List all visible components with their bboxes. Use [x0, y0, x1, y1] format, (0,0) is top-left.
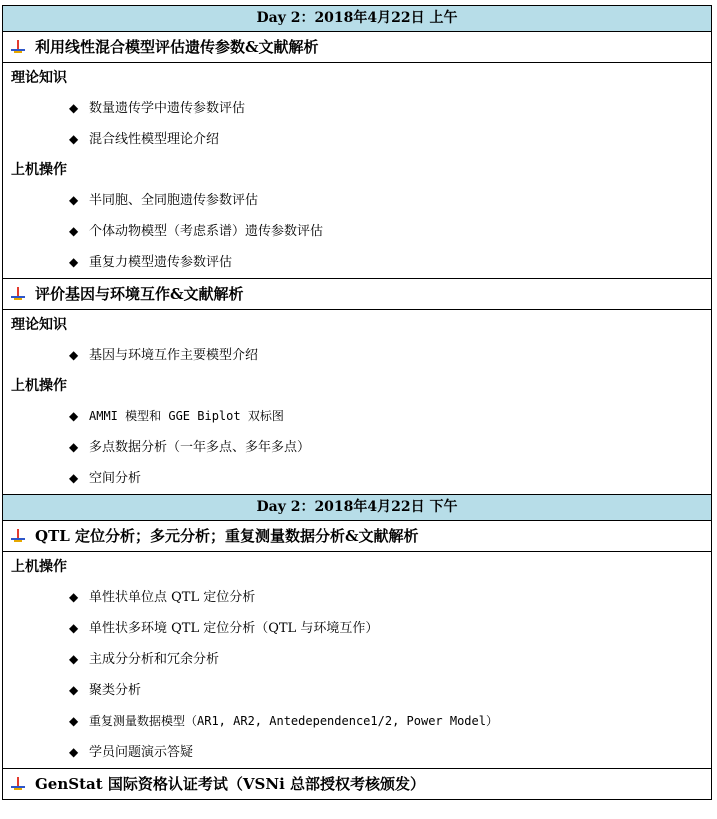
day-header-morning: Day 2：2018年4月22日 上午	[3, 6, 711, 32]
list-item-text: 重复力模型遗传参数评估	[89, 255, 233, 270]
diamond-bullet-icon: ◆	[69, 714, 79, 728]
topic-title: GenStat 国际资格认证考试（VSNi 总部授权考核颁发）	[35, 775, 425, 793]
section-heading: 上机操作	[11, 162, 67, 178]
list-item-text: 聚类分析	[89, 683, 142, 698]
topic-body	[3, 310, 711, 495]
diamond-bullet-icon: ◆	[69, 621, 79, 635]
diamond-bullet-icon: ◆	[69, 193, 79, 207]
list-item-text: 单性状单位点 QTL 定位分析	[89, 590, 256, 605]
list-item	[3, 247, 711, 278]
schedule-table	[2, 5, 712, 800]
list-item	[3, 706, 711, 737]
section-heading: 上机操作	[11, 559, 67, 575]
topic-row	[3, 521, 711, 552]
flag-arrow-icon	[11, 287, 25, 301]
list-item-text: 学员问题演示答疑	[89, 745, 194, 760]
list-item	[3, 432, 711, 463]
section-heading: 上机操作	[11, 378, 67, 394]
list-item	[3, 216, 711, 247]
topic-row	[3, 769, 711, 799]
diamond-bullet-icon: ◆	[69, 224, 79, 238]
list-item-text: 个体动物模型（考虑系谱）遗传参数评估	[89, 224, 324, 239]
list-item	[3, 582, 711, 613]
list-item-text: 半同胞、全同胞遗传参数评估	[89, 193, 259, 208]
topic-title: 评价基因与环境互作&文献解析	[35, 285, 244, 303]
list-item	[3, 124, 711, 155]
topic-row	[3, 279, 711, 310]
list-item-text: 空间分析	[89, 471, 142, 486]
topic-body	[3, 63, 711, 279]
list-item	[3, 675, 711, 706]
list-item	[3, 185, 711, 216]
list-item-text: 多点数据分析（一年多点、多年多点）	[89, 440, 311, 455]
diamond-bullet-icon: ◆	[69, 255, 79, 269]
day-header-afternoon: Day 2：2018年4月22日 下午	[3, 495, 711, 521]
list-item-text: AMMI 模型和 GGE Biplot 双标图	[89, 409, 284, 423]
list-item-text: 混合线性模型理论介绍	[89, 132, 220, 147]
list-item-text: 重复测量数据模型（AR1, AR2, Antedependence1/2, Power Model）	[89, 714, 498, 728]
diamond-bullet-icon: ◆	[69, 471, 79, 485]
diamond-bullet-icon: ◆	[69, 409, 79, 423]
diamond-bullet-icon: ◆	[69, 652, 79, 666]
diamond-bullet-icon: ◆	[69, 440, 79, 454]
topic-body	[3, 552, 711, 769]
flag-arrow-icon	[11, 777, 25, 791]
list-item	[3, 401, 711, 432]
diamond-bullet-icon: ◆	[69, 101, 79, 115]
list-item-text: 基因与环境互作主要模型介绍	[89, 348, 259, 363]
list-item	[3, 463, 711, 494]
diamond-bullet-icon: ◆	[69, 348, 79, 362]
list-item	[3, 93, 711, 124]
section-heading: 理论知识	[11, 70, 67, 86]
diamond-bullet-icon: ◆	[69, 132, 79, 146]
diamond-bullet-icon: ◆	[69, 590, 79, 604]
list-item	[3, 613, 711, 644]
section-heading: 理论知识	[11, 317, 67, 333]
flag-arrow-icon	[11, 529, 25, 543]
diamond-bullet-icon: ◆	[69, 683, 79, 697]
topic-title: QTL 定位分析；多元分析；重复测量数据分析&文献解析	[35, 527, 419, 545]
list-item-text: 主成分分析和冗余分析	[89, 652, 220, 667]
list-item-text: 数量遗传学中遗传参数评估	[89, 101, 246, 116]
topic-title: 利用线性混合模型评估遗传参数&文献解析	[35, 38, 319, 56]
list-item	[3, 340, 711, 371]
list-item	[3, 737, 711, 768]
flag-arrow-icon	[11, 40, 25, 54]
diamond-bullet-icon: ◆	[69, 745, 79, 759]
list-item	[3, 644, 711, 675]
topic-row	[3, 32, 711, 63]
list-item-text: 单性状多环境 QTL 定位分析（QTL 与环境互作）	[89, 621, 379, 636]
